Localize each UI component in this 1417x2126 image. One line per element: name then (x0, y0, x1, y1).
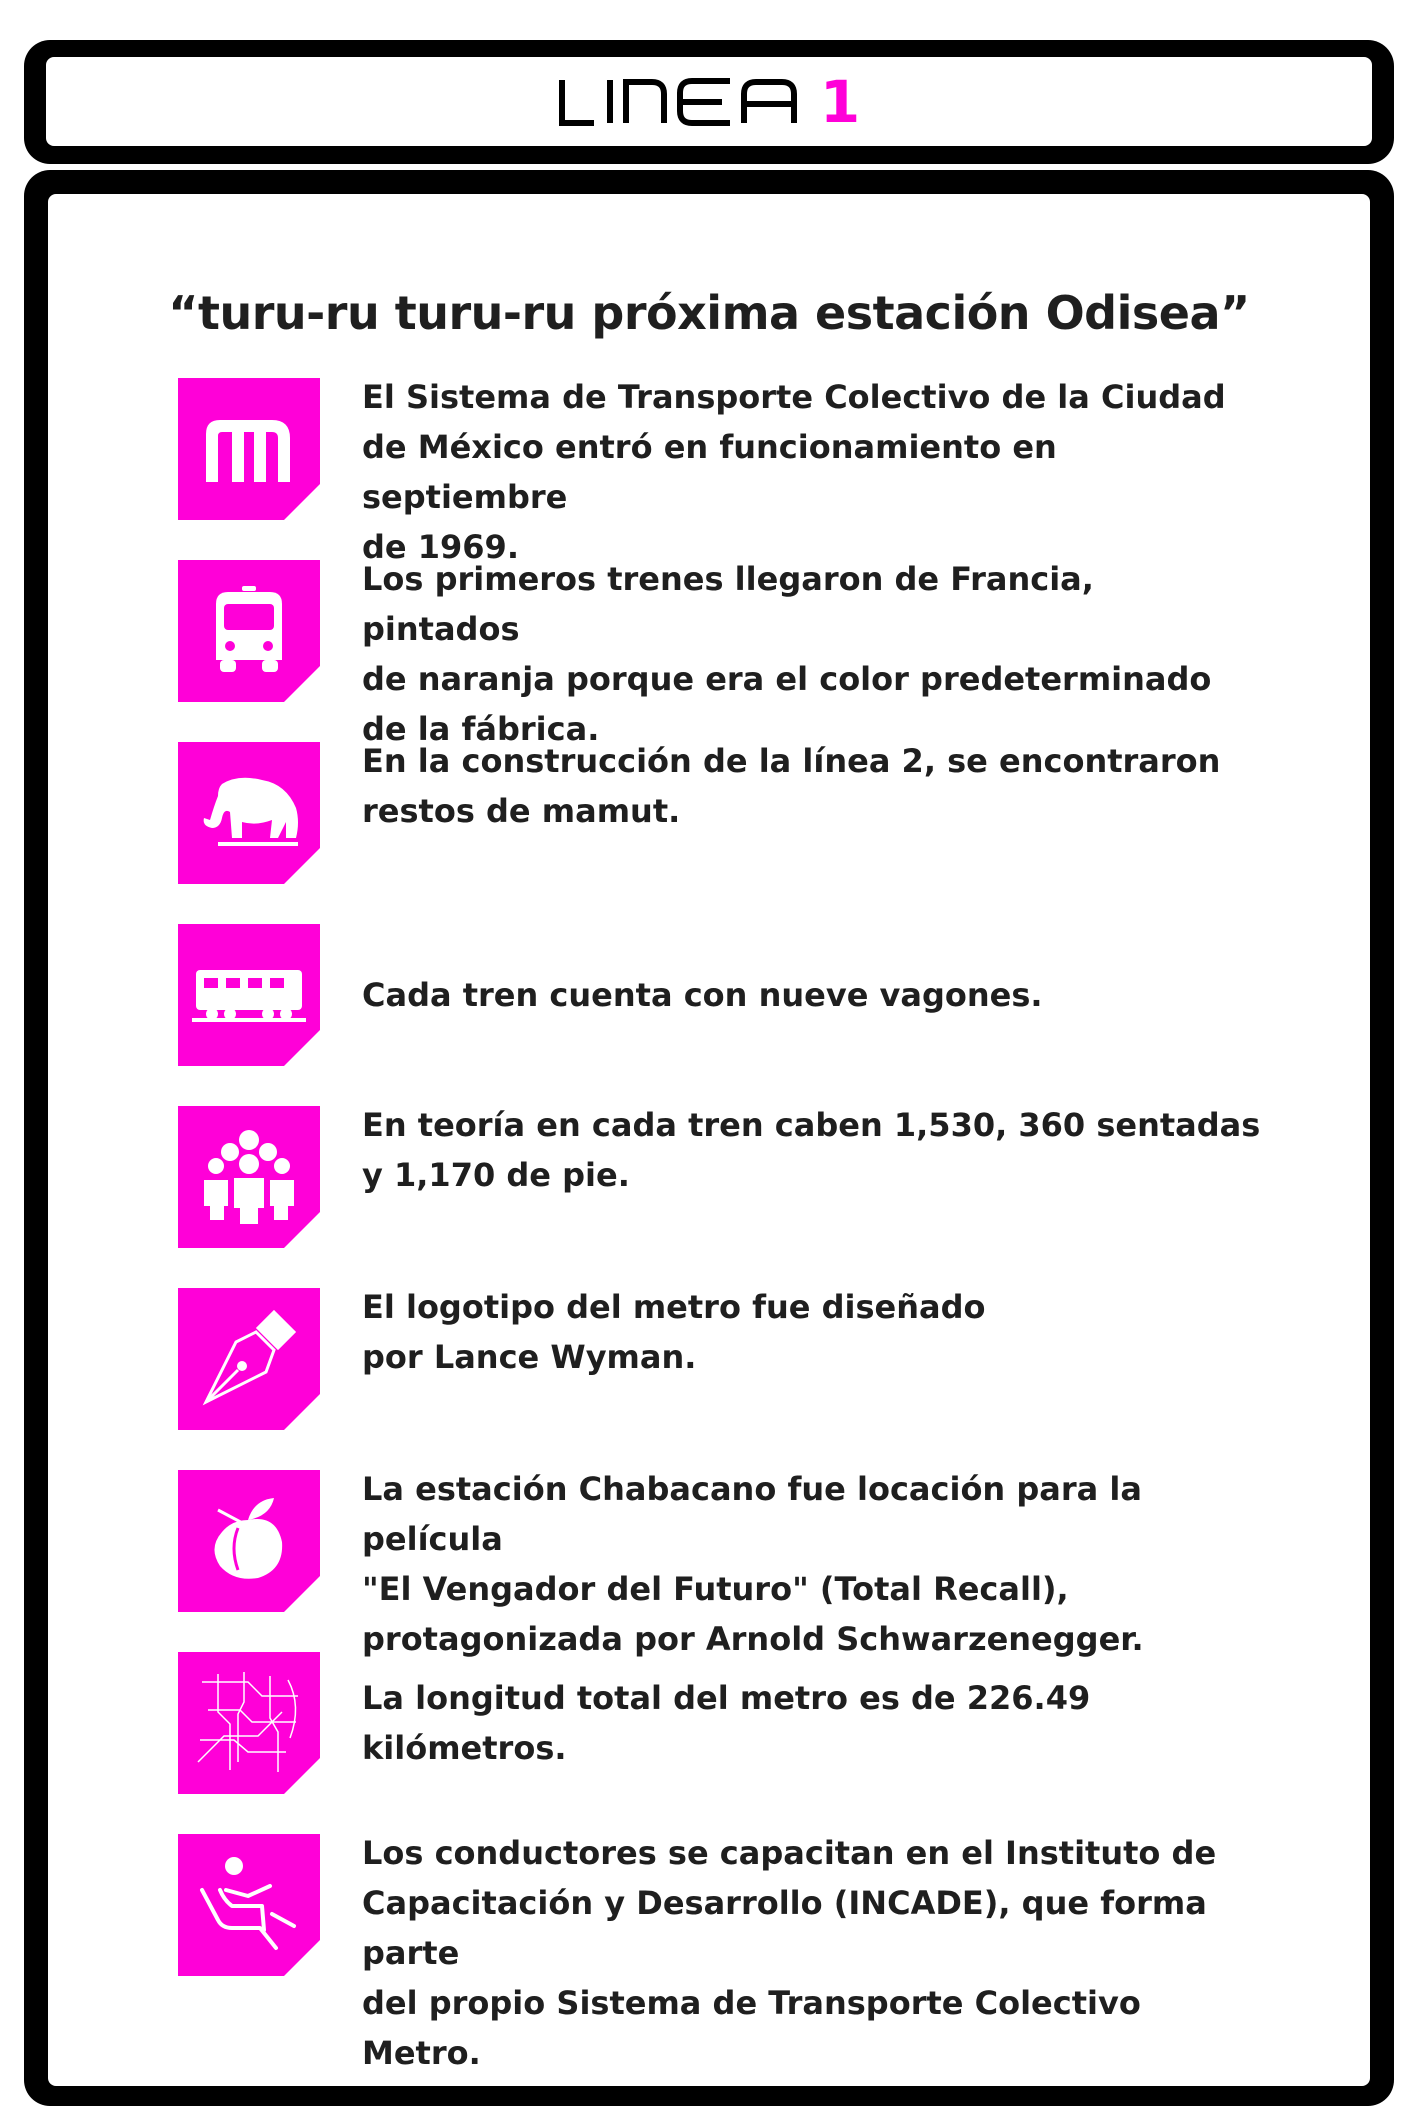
content-frame (24, 170, 1394, 2106)
fact-text: En teoría en cada tren caben 1,530, 360 sentadas y 1,170 de pie. (362, 1106, 1261, 1194)
pen-nib-icon (178, 1288, 320, 1430)
people-group-icon (178, 1106, 320, 1248)
fact-text: Cada tren cuenta con nueve vagones. (362, 976, 1043, 1014)
page-quote: “turu-ru turu-ru próxima estación Odisea” (168, 286, 1250, 340)
line-number: 1 (819, 67, 861, 136)
fact-item (178, 1470, 1278, 1658)
fact-item (178, 1106, 1278, 1248)
bus-icon (178, 560, 320, 702)
fact-item (178, 1288, 1278, 1430)
fact-text: El Sistema de Transporte Colectivo de la Ciudad de México entró en funcionamiento en septiembre de 1969. (362, 378, 1226, 566)
linea-wordmark (558, 78, 798, 126)
metro-map-icon (178, 1652, 320, 1794)
fact-text: Los conductores se capacitan en el Instituto de Capacitación y Desarrollo (INCADE), que forma parte del propio Sistema de Transporte Colectivo Metro. (362, 1834, 1217, 2072)
header-frame (24, 40, 1394, 164)
header-panel (46, 57, 1372, 146)
fact-item (178, 378, 1278, 566)
fact-text: En la construcción de la línea 2, se encontraron restos de mamut. (362, 742, 1221, 830)
fact-text: El logotipo del metro fue diseñado por Lance Wyman. (362, 1288, 986, 1376)
mammoth-icon (178, 742, 320, 884)
fact-item (178, 1652, 1278, 1794)
linea-logo (558, 67, 861, 136)
fact-text: La longitud total del metro es de 226.49 kilómetros. (362, 1679, 1091, 1767)
metro-logo-icon (178, 378, 320, 520)
fact-item (178, 742, 1278, 884)
peach-icon (178, 1470, 320, 1612)
fact-text: La estación Chabacano fue locación para la película "El Vengador del Futuro" (Total Recall), protagonizada por Arnold Schwarzenegger. (362, 1470, 1144, 1658)
fact-item (178, 560, 1278, 748)
fact-item (178, 924, 1278, 1066)
fact-item (178, 1834, 1278, 2072)
train-car-icon (178, 924, 320, 1066)
fact-text: Los primeros trenes llegaron de Francia, pintados de naranja porque era el color predeterminado de la fábrica. (362, 560, 1212, 748)
driver-icon (178, 1834, 320, 1976)
content-panel (48, 194, 1370, 2086)
